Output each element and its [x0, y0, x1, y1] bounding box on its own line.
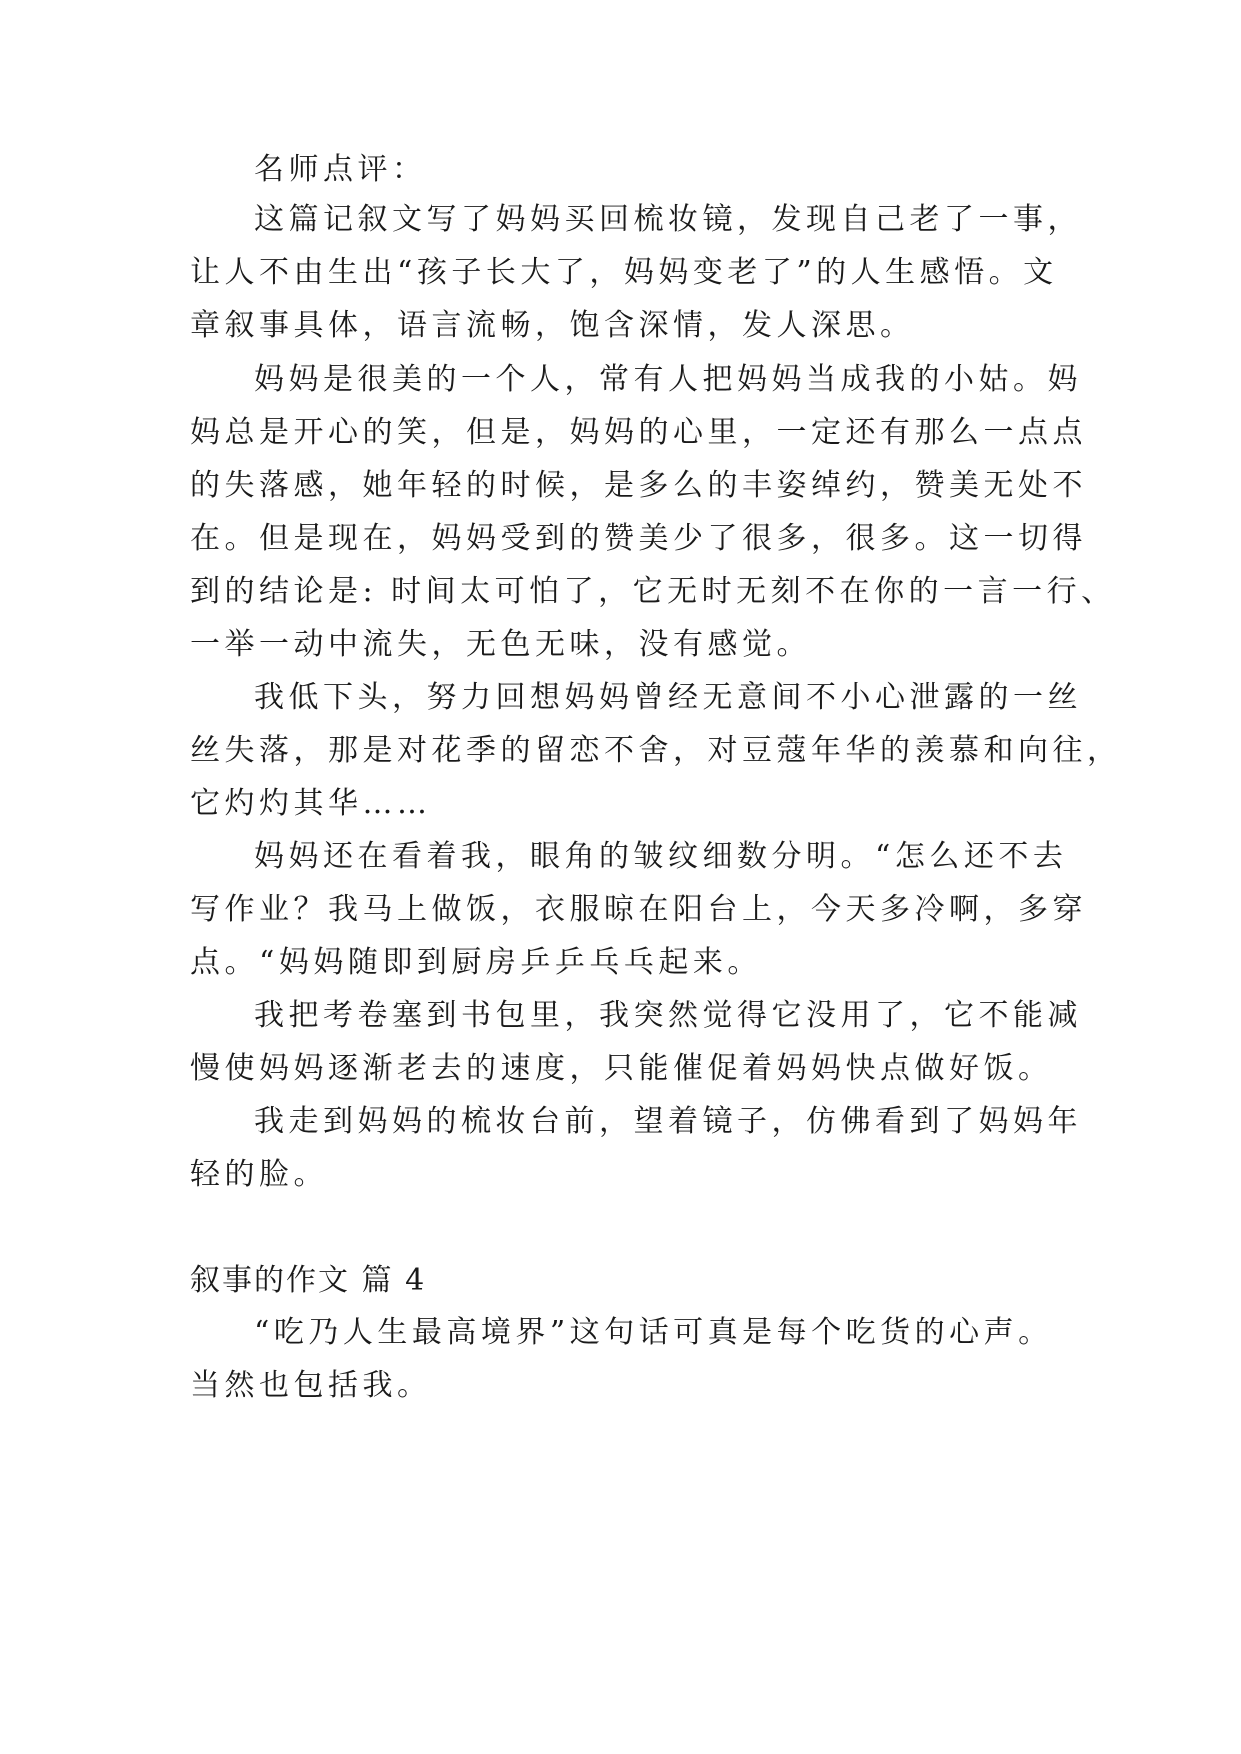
- review-line: 这篇记叙文写了妈妈买回梳妆镜，发现自己老了一事，: [254, 202, 1082, 237]
- intro-line: “吃乃人生最高境界”这句话可真是每个吃货的心声。: [254, 1315, 1053, 1350]
- review-label: 名师点评：: [254, 152, 427, 187]
- paragraph-line: 轻的脸。: [190, 1157, 328, 1192]
- paragraph-line: 我走到妈妈的梳妆台前，望着镜子，仿佛看到了妈妈年: [254, 1104, 1082, 1139]
- paragraph-line: 妈妈还在看着我，眼角的皱纹细数分明。“怎么还不去: [254, 839, 1068, 874]
- paragraph-line: 丝失落，那是对花季的留恋不舍，对豆蔻年华的羡慕和向往，: [190, 733, 1122, 768]
- intro-line: 当然也包括我。: [190, 1368, 432, 1403]
- paragraph-line: 妈妈是很美的一个人，常有人把妈妈当成我的小姑。妈: [254, 362, 1082, 397]
- paragraph-line: 妈总是开心的笑，但是，妈妈的心里，一定还有那么一点点: [190, 415, 1087, 450]
- paragraph-line: 点。“妈妈随即到厨房乒乒乓乓起来。: [190, 945, 762, 980]
- paragraph-line: 它灼灼其华……: [190, 786, 432, 821]
- section-title: 叙事的作文 篇 4: [190, 1263, 427, 1298]
- paragraph-line: 我低下头，努力回想妈妈曾经无意间不小心泄露的一丝: [254, 680, 1082, 715]
- paragraph-line: 在。但是现在，妈妈受到的赞美少了很多，很多。这一切得: [190, 521, 1087, 556]
- paragraph-line: 一举一动中流失，无色无味，没有感觉。: [190, 627, 811, 662]
- paragraph-line: 慢使妈妈逐渐老去的速度，只能催促着妈妈快点做好饭。: [190, 1051, 1053, 1086]
- paragraph-line: 到的结论是: 时间太可怕了，它无时无刻不在你的一言一行、: [190, 574, 1116, 609]
- paragraph-line: 我把考卷塞到书包里，我突然觉得它没用了，它不能减: [254, 998, 1082, 1033]
- review-line: 章叙事具体，语言流畅，饱含深情，发人深思。: [190, 308, 915, 343]
- paragraph-line: 的失落感，她年轻的时候，是多么的丰姿绰约，赞美无处不: [190, 468, 1087, 503]
- paragraph-line: 写作业？我马上做饭，衣服晾在阳台上，今天多冷啊，多穿: [190, 892, 1087, 927]
- review-line: 让人不由生出“孩子长大了，妈妈变老了”的人生感悟。文: [190, 255, 1058, 290]
